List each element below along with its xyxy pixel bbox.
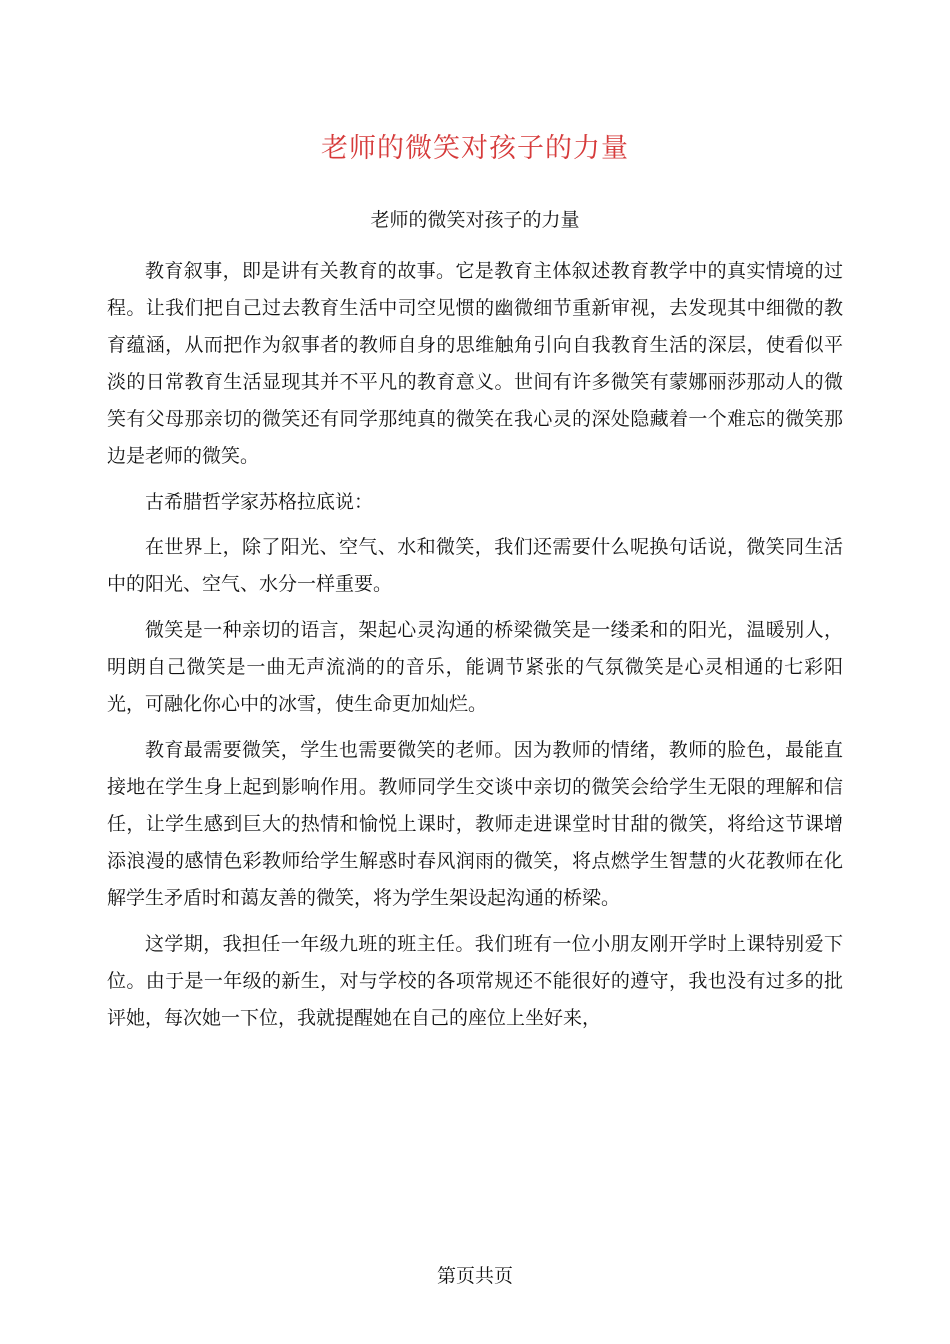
paragraph-intro: 教育叙事，即是讲有关教育的故事。它是教育主体叙述教育教学中的真实情境的过程。让我们把自己过去教育生活中司空见惯的幽微细节重新审视，去发现其中细微的教育蕴涵，从而把作为叙事者的教师自身的思维触角引向自我教育生活的深层，使看似平淡的日常教育生活显现其并不平凡的教育意义。世间有许多微笑有蒙娜丽莎那动人的微笑有父母那亲切的微笑还有同学那纯真的微笑在我心灵的深处隐藏着一个难忘的微笑那边是老师的微笑。 <box>107 260 843 467</box>
paragraph-class-story: 这学期，我担任一年级九班的班主任。我们班有一位小朋友刚开学时上课特别爱下位。由于是一年级的新生，对与学校的各项常规还不能很好的遵守，我也没有过多的批评她，每次她一下位，我就提醒她在自己的座位上坐好来， <box>107 933 843 1029</box>
document-body <box>107 253 843 1046</box>
paragraph-education-needs-smile: 教育最需要微笑，学生也需要微笑的老师。因为教师的情绪，教师的脸色，最能直接地在学生身上起到影响作用。教师同学生交谈中亲切的微笑会给学生无限的理解和信任，让学生感到巨大的热情和愉悦上课时，教师走进课堂时甘甜的微笑，将给这节课增添浪漫的感情色彩教师给学生解惑时春风润雨的微笑，将点燃学生智慧的火花教师在化解学生矛盾时和蔼友善的微笑，将为学生架设起沟通的桥梁。 <box>107 739 843 909</box>
document-subtitle: 老师的微笑对孩子的力量 <box>370 209 580 231</box>
page-footer: 第页共页 <box>436 1265 513 1287</box>
paragraph-socrates-quote: 在世界上，除了阳光、空气、水和微笑，我们还需要什么呢换句话说，微笑同生活中的阳光、空气、水分一样重要。 <box>107 536 843 595</box>
paragraph-smile-language: 微笑是一种亲切的语言，架起心灵沟通的桥梁微笑是一缕柔和的阳光，温暖别人，明朗自己微笑是一曲无声流淌的的音乐，能调节紧张的气氛微笑是心灵相通的七彩阳光，可融化你心中的冰雪，使生命更加灿烂。 <box>107 619 843 715</box>
paragraph-socrates-quote-intro: 古希腊哲学家苏格拉底说： <box>145 491 374 513</box>
page-title: 老师的微笑对孩子的力量 <box>321 133 629 164</box>
